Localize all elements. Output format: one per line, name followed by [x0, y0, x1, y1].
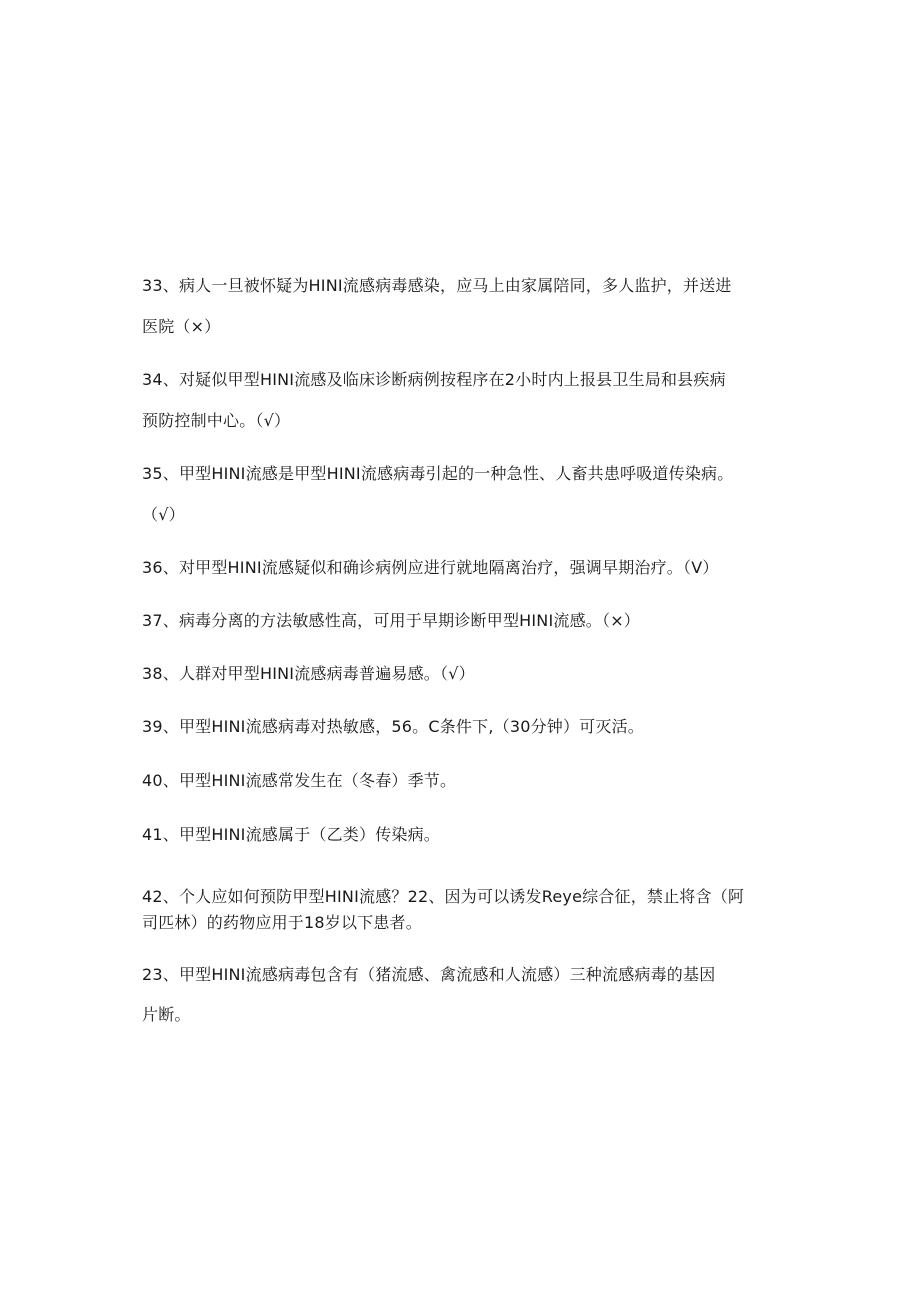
q38-line: 38、人群对甲型HINI流感病毒普遍易感。（√）: [142, 664, 475, 683]
q36-line: 36、对甲型HINI流感疑似和确诊病例应进行就地隔离治疗，强调早期治疗。（V）: [142, 558, 719, 577]
q33-line-1: 33、病人一旦被怀疑为HINI流感病毒感染，应马上由家属陪同，多人监护，并送进: [142, 276, 732, 295]
q34-line-1: 34、对疑似甲型HINI流感及临床诊断病例按程序在2小时内上报县卫生局和县疾病: [142, 370, 726, 389]
q35-line-1: 35、甲型HINI流感是甲型HINI流感病毒引起的一种急性、人畜共患呼吸道传染病。: [142, 464, 734, 483]
q23-line-2: 片断。: [142, 1005, 191, 1024]
q41-line: 41、甲型HINI流感属于（乙类）传染病。: [142, 825, 440, 844]
q39-line: 39、甲型HINI流感病毒对热敏感，56。C条件下,（30分钟）可灭活。: [142, 717, 644, 736]
q42-line-2: 司匹林）的药物应用于18岁以下患者。: [142, 913, 422, 932]
q34-line-2: 预防控制中心。（√）: [142, 411, 291, 430]
q33-line-2: 医院（×）: [142, 317, 221, 336]
q42-line-1: 42、个人应如何预防甲型HINI流感？22、因为可以诱发Reye综合征，禁止将含（阿: [142, 887, 745, 906]
q37-line: 37、病毒分离的方法敏感性高，可用于早期诊断甲型HINI流感。（×）: [142, 611, 641, 630]
q23-line-1: 23、甲型HINI流感病毒包含有（猪流感、禽流感和人流感）三种流感病毒的基因: [142, 965, 716, 984]
q35-line-2: （√）: [142, 505, 185, 524]
q40-line: 40、甲型HINI流感常发生在（冬春）季节。: [142, 771, 457, 790]
